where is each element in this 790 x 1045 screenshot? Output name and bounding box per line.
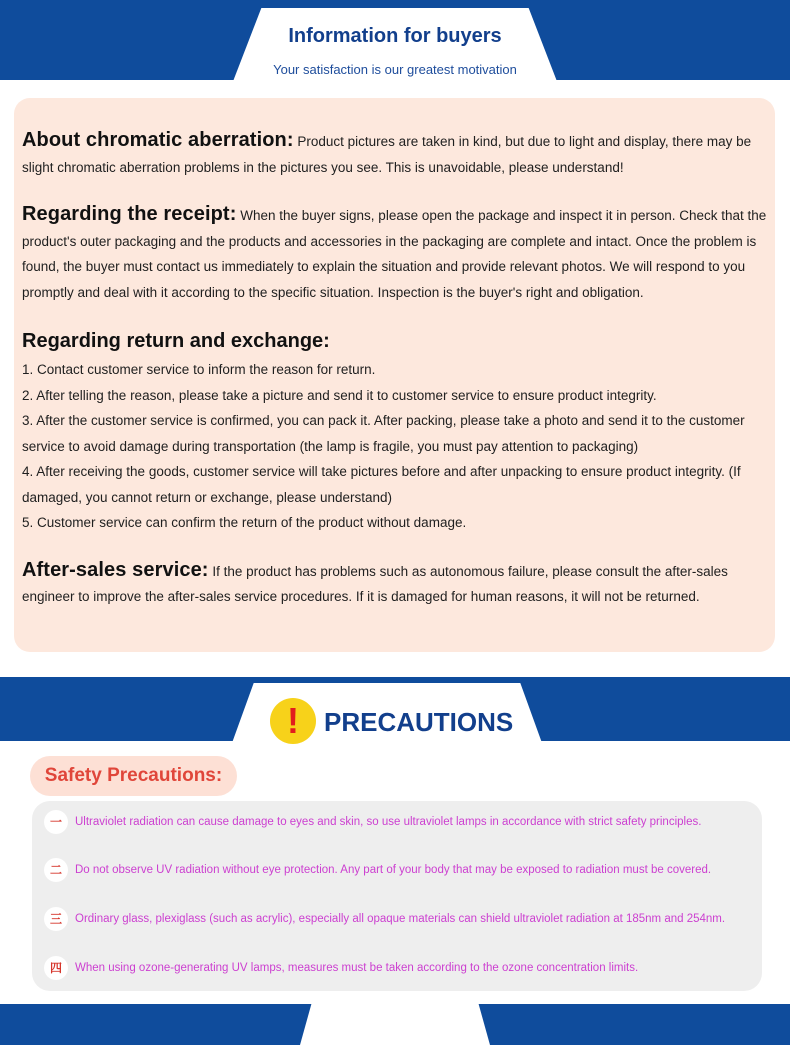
safety-item-text: Ultraviolet radiation can cause damage to eyes and skin, so use ultraviolet lamps in accordance with strict safety principles. — [75, 816, 702, 828]
chromatic-body: Product pictures are taken in kind, but due to light and display, there may be slight chromatic aberration problems in the pictures you see. This is unavoidable, please understand! — [22, 134, 752, 175]
item-number-badge: 三 — [44, 907, 68, 931]
buyer-info-card — [14, 98, 775, 652]
warning-icon: ! — [270, 698, 316, 744]
chromatic-section — [22, 128, 767, 180]
return-section — [22, 327, 767, 536]
page-title: Information for buyers — [288, 25, 502, 47]
return-item: 1. Contact customer service to inform the reason for return. — [22, 362, 376, 377]
safety-item-text: When using ozone-generating UV lamps, measures must be taken according to the ozone concentration limits. — [75, 962, 639, 974]
return-heading: Regarding return and exchange: — [22, 330, 330, 352]
item-number-badge: 二 — [44, 858, 68, 882]
page-subtitle: Your satisfaction is our greatest motivation — [273, 62, 517, 77]
return-item: 4. After receiving the goods, customer service will take pictures before and after unpacking to ensure product integrity. (If damaged, you cannot return or exchange, please understand) — [22, 464, 741, 505]
aftersales-section — [22, 558, 767, 610]
bottom-tab — [300, 1004, 490, 1045]
return-item: 2. After telling the reason, please take a picture and send it to customer service to ensure product integrity. — [22, 387, 657, 403]
item-number-badge: 四 — [44, 956, 68, 980]
return-item: 5. Customer service can confirm the return of the product without damage. — [22, 515, 467, 530]
safety-item — [44, 956, 638, 980]
safety-item-text: Do not observe UV radiation without eye protection. Any part of your body that may be exposed to radiation must be covered. — [75, 864, 712, 876]
safety-item — [44, 907, 725, 931]
aftersales-heading: After-sales service: — [22, 558, 209, 581]
chromatic-heading: About chromatic aberration: — [22, 129, 294, 151]
safety-item-text: Ordinary glass, plexiglass (such as acrylic), especially all opaque materials can shield ultraviolet radiation at 185nm and 254nm. — [75, 913, 726, 925]
safety-precautions-label: Safety Precautions: — [30, 756, 237, 796]
safety-list — [32, 801, 762, 991]
precautions-title: PRECAUTIONS — [324, 707, 514, 737]
safety-item — [44, 858, 711, 882]
receipt-body: When the buyer signs, please open the package and inspect it in person. Check that the product's outer packaging and the products and accessories in the packaging are complete and intact. Once the problem is found, the buyer must contact us immediately to explain the situation and provide relevant photos. We will respond to you promptly and deal with it according to the specific situation. Inspection is the buyer's right and obligation. — [22, 208, 767, 300]
receipt-heading: Regarding the receipt: — [22, 203, 237, 225]
receipt-section — [22, 202, 767, 305]
item-number-badge: 一 — [44, 810, 68, 834]
safety-item — [44, 810, 701, 834]
return-item: 3. After the customer service is confirmed, you can pack it. After packing, please take a photo and send it to the customer service to avoid damage during transportation (the lamp is fragile, you must pay attention to packaging) — [22, 413, 745, 454]
aftersales-body: If the product has problems such as autonomous failure, please consult the after-sales engineer to improve the after-sales service procedures. If it is damaged for human reasons, it will not be returned. — [22, 563, 728, 604]
